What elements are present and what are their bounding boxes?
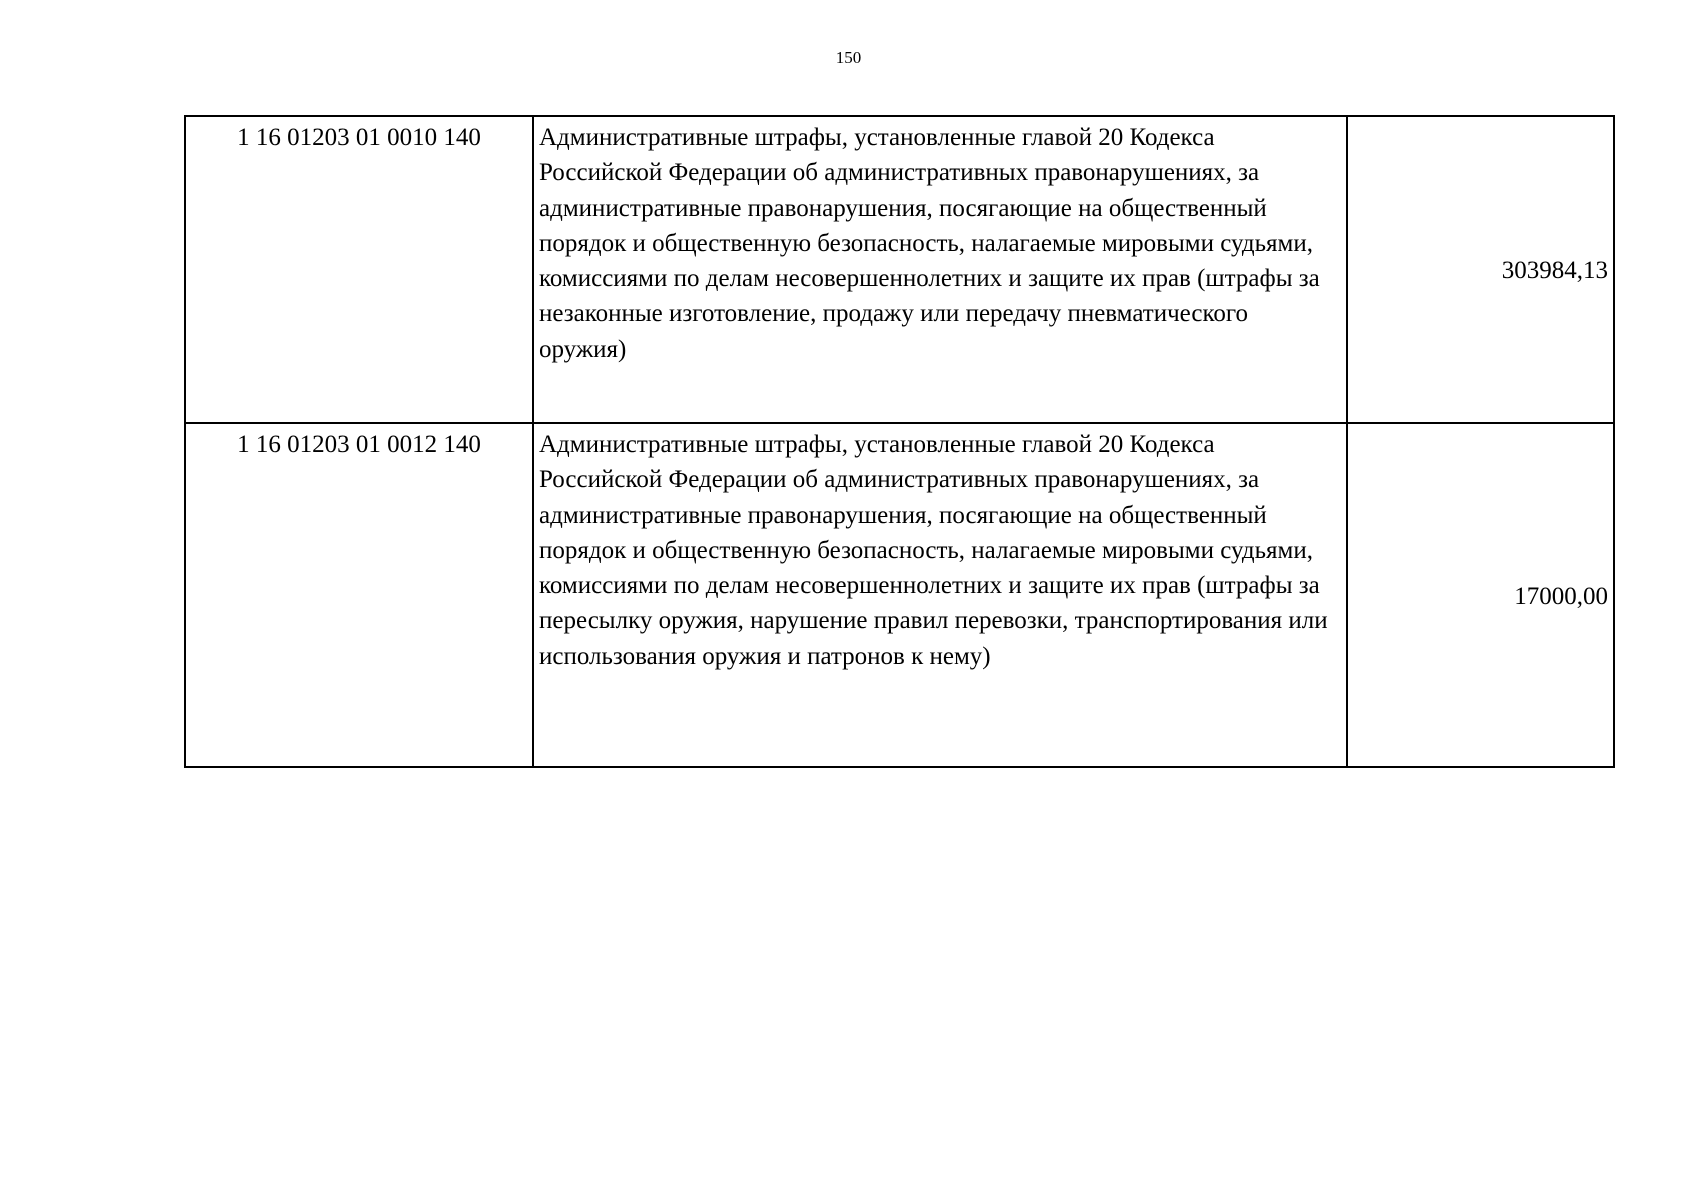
page-number: 150	[835, 48, 862, 67]
table-row	[185, 423, 1614, 767]
revenue-description: Административные штрафы, установленные главой 20 Кодекса Российской Федерации об административных правонарушениях, за административные правонарушения, посягающие на общественный порядок и общественную безопасность, налагаемые мировыми судьями, комиссиями по делам несовершеннолетних и защите их прав (штрафы за пересылку оружия, нарушение правил перевозки, транспортирования или использования оружия и патронов к нему)	[533, 423, 1347, 767]
budget-classification-code: 1 16 01203 01 0012 140	[185, 423, 533, 767]
revenue-description: Административные штрафы, установленные главой 20 Кодекса Российской Федерации об административных правонарушениях, за административные правонарушения, посягающие на общественный порядок и общественную безопасность, налагаемые мировыми судьями, комиссиями по делам несовершеннолетних и защите их прав (штрафы за незаконные изготовление, продажу или передачу пневматического оружия)	[533, 116, 1347, 423]
table-row	[185, 116, 1614, 423]
revenue-amount: 303984,13	[1347, 116, 1614, 423]
revenue-amount: 17000,00	[1347, 423, 1614, 767]
budget-classification-code: 1 16 01203 01 0010 140	[185, 116, 533, 423]
budget-revenue-table	[184, 115, 1615, 768]
